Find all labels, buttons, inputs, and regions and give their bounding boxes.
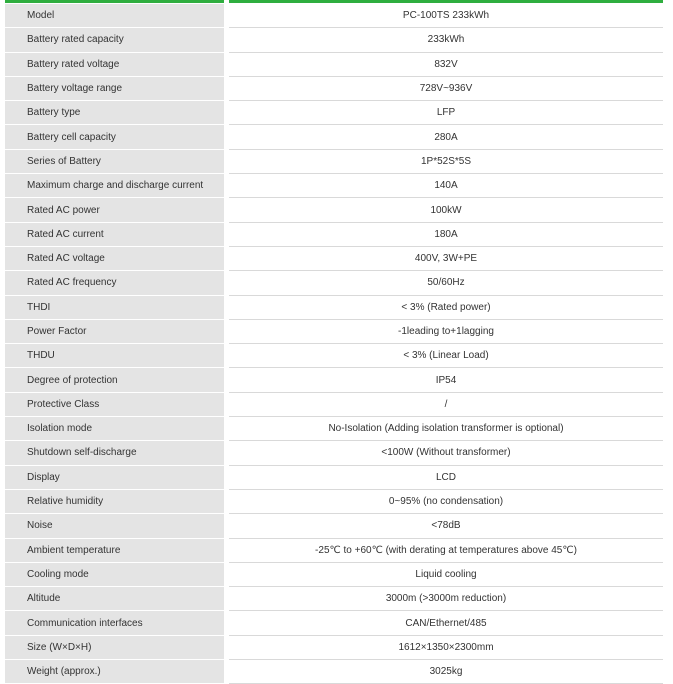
table-row <box>5 441 663 465</box>
table-row <box>5 4 663 28</box>
spec-label: Battery rated voltage <box>5 53 224 77</box>
spec-label: THDI <box>5 296 224 320</box>
spec-value: -1leading to+1lagging <box>229 320 663 344</box>
spec-value: 0~95% (no condensation) <box>229 490 663 514</box>
spec-label: Ambient temperature <box>5 539 224 563</box>
spec-value: 1612×1350×2300mm <box>229 636 663 660</box>
table-row <box>5 174 663 198</box>
spec-value: <78dB <box>229 514 663 538</box>
spec-label: Isolation mode <box>5 417 224 441</box>
spec-value: < 3% (Linear Load) <box>229 344 663 368</box>
spec-label: Display <box>5 466 224 490</box>
spec-value: Liquid cooling <box>229 563 663 587</box>
spec-value: 1P*52S*5S <box>229 150 663 174</box>
spec-label: Weight (approx.) <box>5 660 224 684</box>
spec-label: Rated AC power <box>5 198 224 222</box>
spec-value: 280A <box>229 125 663 149</box>
table-row <box>5 490 663 514</box>
spec-label: Rated AC voltage <box>5 247 224 271</box>
spec-label: Protective Class <box>5 393 224 417</box>
table-row <box>5 417 663 441</box>
spec-value: IP54 <box>229 368 663 392</box>
table-row <box>5 320 663 344</box>
spec-value: < 3% (Rated power) <box>229 296 663 320</box>
spec-table <box>5 4 663 684</box>
spec-label: Rated AC frequency <box>5 271 224 295</box>
table-row <box>5 368 663 392</box>
spec-value: CAN/Ethernet/485 <box>229 611 663 635</box>
table-row <box>5 587 663 611</box>
table-row <box>5 28 663 52</box>
spec-value: 3025kg <box>229 660 663 684</box>
table-row <box>5 223 663 247</box>
table-row <box>5 271 663 295</box>
table-row <box>5 563 663 587</box>
spec-value: 832V <box>229 53 663 77</box>
table-row <box>5 514 663 538</box>
spec-value: 400V, 3W+PE <box>229 247 663 271</box>
spec-value: 100kW <box>229 198 663 222</box>
spec-value: 140A <box>229 174 663 198</box>
table-row <box>5 611 663 635</box>
header-accent-bar-left <box>5 0 224 3</box>
spec-label: Rated AC current <box>5 223 224 247</box>
spec-label: Cooling mode <box>5 563 224 587</box>
table-row <box>5 53 663 77</box>
spec-label: Communication interfaces <box>5 611 224 635</box>
spec-label: Shutdown self-discharge <box>5 441 224 465</box>
spec-label: Size (W×D×H) <box>5 636 224 660</box>
table-row <box>5 198 663 222</box>
table-row <box>5 247 663 271</box>
spec-label: Battery rated capacity <box>5 28 224 52</box>
spec-value: 728V~936V <box>229 77 663 101</box>
spec-label: Power Factor <box>5 320 224 344</box>
spec-label: Altitude <box>5 587 224 611</box>
header-accent-bar-right <box>229 0 663 3</box>
spec-label: Maximum charge and discharge current <box>5 174 224 198</box>
spec-value: 3000m (>3000m reduction) <box>229 587 663 611</box>
spec-value: 180A <box>229 223 663 247</box>
spec-value: No-Isolation (Adding isolation transformer is optional) <box>229 417 663 441</box>
table-row <box>5 150 663 174</box>
table-row <box>5 466 663 490</box>
spec-label: Battery type <box>5 101 224 125</box>
spec-label: Model <box>5 4 224 28</box>
spec-label: Relative humidity <box>5 490 224 514</box>
spec-value: 233kWh <box>229 28 663 52</box>
table-row <box>5 296 663 320</box>
spec-label: THDU <box>5 344 224 368</box>
spec-label: Series of Battery <box>5 150 224 174</box>
spec-value: LFP <box>229 101 663 125</box>
table-row <box>5 539 663 563</box>
table-row <box>5 660 663 684</box>
spec-value: / <box>229 393 663 417</box>
table-row <box>5 101 663 125</box>
spec-value: PC-100TS 233kWh <box>229 4 663 28</box>
table-row <box>5 636 663 660</box>
table-row <box>5 125 663 149</box>
table-row <box>5 393 663 417</box>
table-row <box>5 77 663 101</box>
spec-value: 50/60Hz <box>229 271 663 295</box>
spec-label: Degree of protection <box>5 368 224 392</box>
spec-label: Battery voltage range <box>5 77 224 101</box>
spec-label: Battery cell capacity <box>5 125 224 149</box>
spec-label: Noise <box>5 514 224 538</box>
spec-value: LCD <box>229 466 663 490</box>
spec-value: -25℃ to +60℃ (with derating at temperatures above 45℃) <box>229 539 663 563</box>
spec-value: <100W (Without transformer) <box>229 441 663 465</box>
table-row <box>5 344 663 368</box>
